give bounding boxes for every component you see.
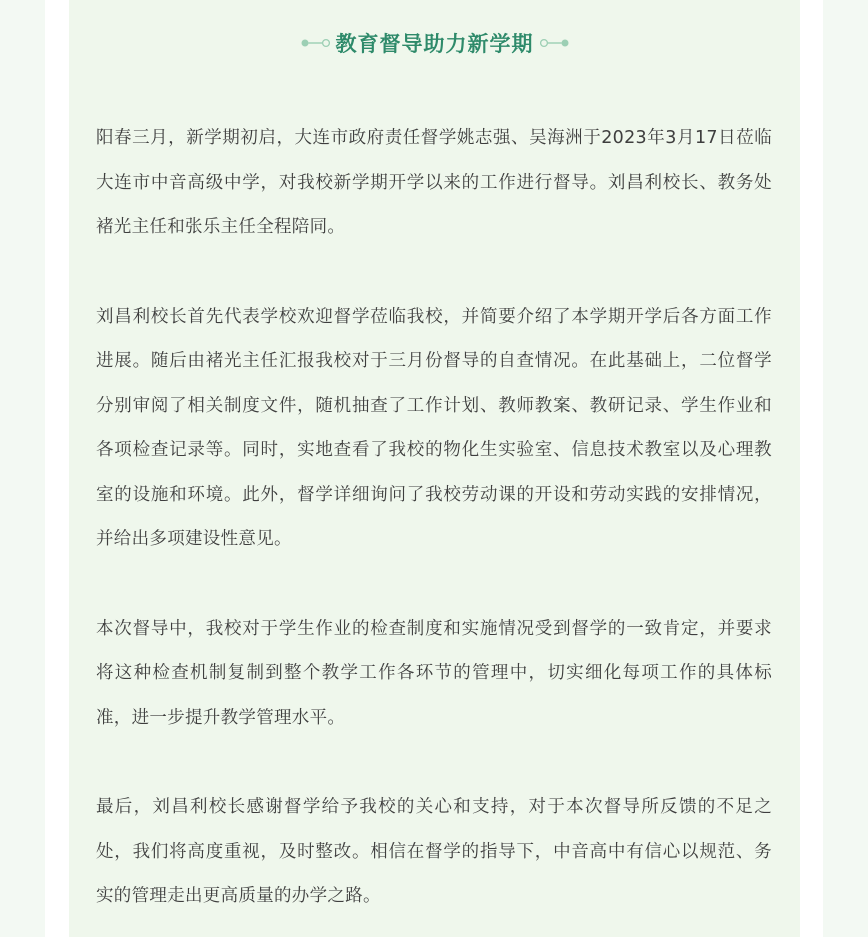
article-paragraph: 本次督导中，我校对于学生作业的检查制度和实施情况受到督学的一致肯定，并要求将这种检查机制复制到整个教学工作各环节的管理中，切实细化每项工作的具体标准，进一步提升教学管理水平。 [96,618,772,728]
article-title: 教育督导助力新学期 [335,32,534,56]
title-ornament-right-icon [539,38,569,48]
article-paragraph: 阳春三月，新学期初启，大连市政府责任督学姚志强、吴海洲于2023年3月17日莅临大连市中音高级中学，对我校新学期开学以来的工作进行督导。刘昌利校长、教务处褚光主任和张乐主任全程陪同。 [96,128,772,237]
article-paragraph: 最后，刘昌利校长感谢督学给予我校的关心和支持，对于本次督导所反馈的不足之处，我们将高度重视，及时整改。相信在督学的指导下，中音高中有信心以规范、务实的管理走出更高质量的办学之路。 [96,797,772,906]
title-ornament-left-icon [301,38,331,48]
article-paragraph: 刘昌利校长首先代表学校欢迎督学莅临我校，并简要介绍了本学期开学后各方面工作进展。随后由褚光主任汇报我校对于三月份督导的自查情况。在此基础上，二位督学分别审阅了相关制度文件，随机抽查了工作计划、教师教案、教研记录、学生作业和各项检查记录等。同时，实地查看了我校的物化生实验室、信息技术教室以及心理教室的设施和环境。此外，督学详细询问了我校劳动课的开设和劳动实践的安排情况，并给出多项建设性意见。 [96,306,772,549]
article-body [96,116,772,919]
article-panel [69,0,800,937]
title-row [69,26,800,60]
